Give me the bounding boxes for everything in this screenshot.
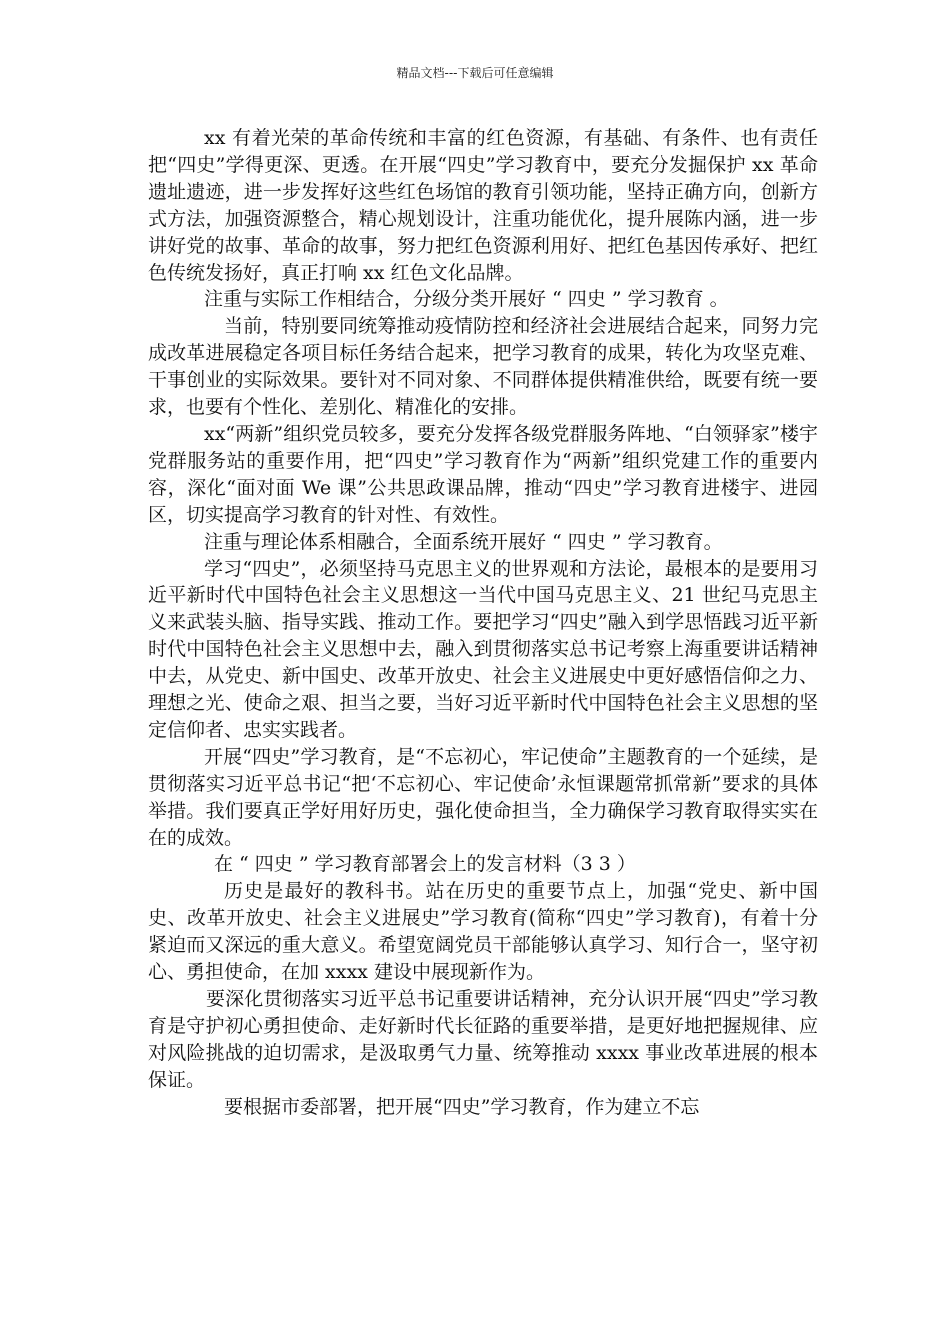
paragraph: 要根据市委部署，把开展“四史”学习教育，作为建立不忘 (224, 1095, 700, 1118)
document-body (148, 125, 818, 1121)
document-title: 在 “ 四史 ” 学习教育部署会上的发言材料（3 3 ） (214, 853, 636, 876)
section-heading: 注重与实际工作相结合，分级分类开展好 “ 四史 ” 学习教育 。 (204, 288, 729, 311)
page-header: 精品文档---下载后可任意编辑 (396, 66, 554, 80)
paragraph: 当前，特别要同统筹推动疫情防控和经济社会进展结合起来，同努力完成改革进展稳定各项目标任务结合起来，把学习教育的成果，转化为攻坚克难、干事创业的实际效果。要针对不同对象、不同群体提供精准供给，既要有统一要求，也要有个性化、差别化、精准化的安排。 (148, 315, 818, 419)
paragraph: xx 有着光荣的革命传统和丰富的红色资源，有基础、有条件、也有责任把“四史”学得更深、更透。在开展“四史”学习教育中，要充分发掘保护 xx 革命遗址遗迹，进一步发挥好这些红色场馆的教育引领功能，坚持正确方向，创新方式方法，加强资源整合，精心规划设计，注重功能优化，提升展陈内涵，进一步讲好党的故事、革命的故事，努力把红色资源利用好、把红色基因传承好、把红色传统发扬好，真正打响 xx 红色文化品牌。 (148, 127, 818, 284)
paragraph: 要深化贯彻落实习近平总书记重要讲话精神，充分认识开展“四史”学习教育是守护初心勇担使命、走好新时代长征路的重要举措，是更好地把握规律、应对风险挑战的迫切需求，是汲取勇气力量、统筹推动 xxxx 事业改革进展的根本保证。 (148, 988, 818, 1091)
paragraph: xx“两新”组织党员较多，要充分发挥各级党群服务阵地、“白领驿家”楼宇党群服务站的重要作用，把“四史”学习教育作为“两新”组织党建工作的重要内容，深化“面对面 We 课”公共思政课品牌，推动“四史”学习教育进楼宇、进园区，切实提高学习教育的针对性、有效性。 (148, 422, 818, 526)
paragraph: 历史是最好的教科书。站在历史的重要节点上，加强“党史、新中国史、改革开放史、社会主义进展史”学习教育(简称“四史”学习教育)，有着十分紧迫而又深远的重大意义。希望宽阔党员干部能够认真学习、知行合一，坚守初心、勇担使命，在加 xxxx 建设中展现新作为。 (148, 880, 818, 984)
paragraph: 开展“四史”学习教育，是“不忘初心，牢记使命”主题教育的一个延续，是贯彻落实习近平总书记“把‘不忘初心、牢记使命’永恒课题常抓常新”要求的具体举措。我们要真正学好用好历史，强化使命担当，全力确保学习教育取得实实在在的成效。 (148, 745, 818, 849)
paragraph: 学习“四史”，必须坚持马克思主义的世界观和方法论，最根本的是要用习近平新时代中国特色社会主义思想这一当代中国马克思主义、21 世纪马克思主义来武装头脑、指导实践、推动工作。要把学习“四史”融入到学思悟践习近平新时代中国特色社会主义思想中去，融入到贯彻落实总书记考察上海重要讲话精神中去，从党史、新中国史、改革开放史、社会主义进展史中更好感悟信仰之力、理想之光、使命之艰、担当之要，当好习近平新时代中国特色社会主义思想的坚定信仰者、忠实实践者。 (148, 557, 818, 741)
section-heading: 注重与理论体系相融合，全面系统开展好 “ 四史 ” 学习教育。 (204, 530, 723, 553)
